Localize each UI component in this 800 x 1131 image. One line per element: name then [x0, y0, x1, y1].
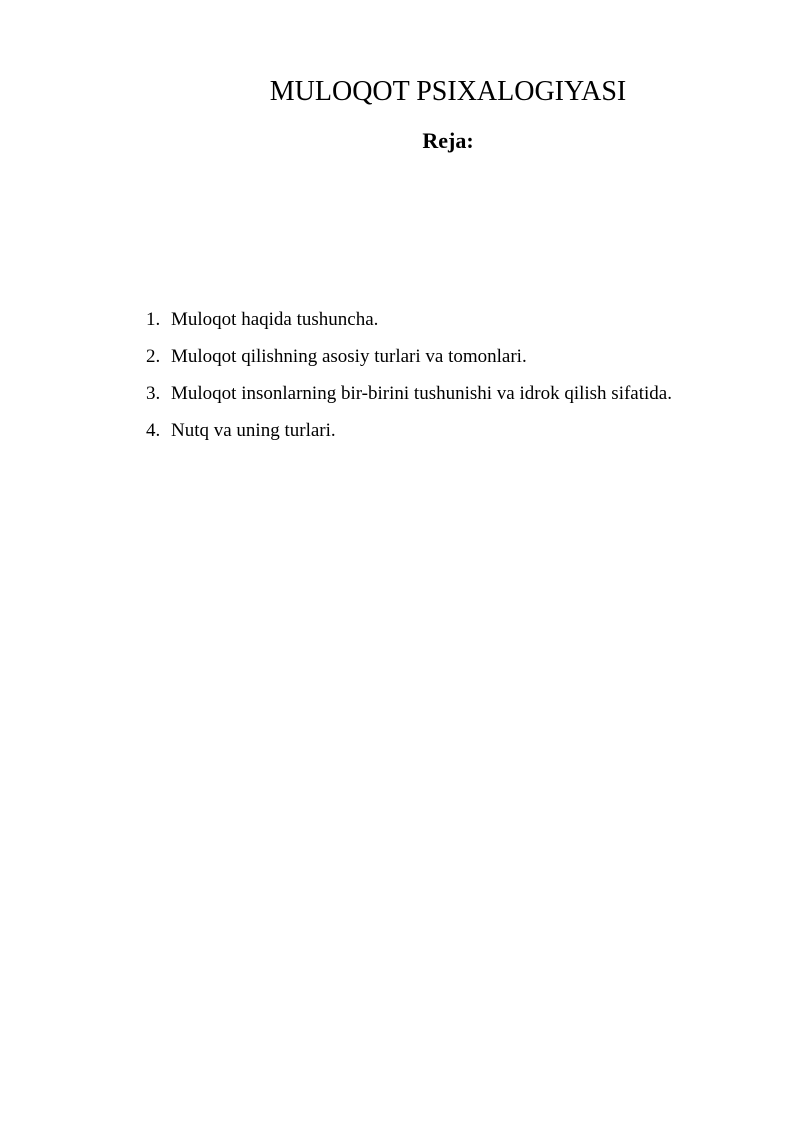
plan-heading: Reja: [422, 128, 474, 153]
plan-list [146, 309, 672, 457]
list-item-text: Muloqot haqida tushuncha. [171, 309, 379, 330]
list-item [146, 346, 672, 383]
list-item-text: Muloqot insonlarning bir-birini tushunishi va idrok qilish sifatida. [171, 383, 672, 404]
list-item-text: Muloqot qilishning asosiy turlari va tomonlari. [171, 346, 527, 367]
list-item-number: 3. [146, 383, 161, 404]
list-item [146, 309, 672, 346]
list-item-number: 1. [146, 309, 161, 330]
list-item-number: 4. [146, 420, 161, 441]
page-title: MULOQOT PSIXALOGIYASI [269, 76, 627, 107]
list-item [146, 383, 672, 420]
list-item [146, 420, 672, 457]
list-item-number: 2. [146, 346, 161, 367]
list-item-text: Nutq va uning turlari. [171, 420, 336, 441]
